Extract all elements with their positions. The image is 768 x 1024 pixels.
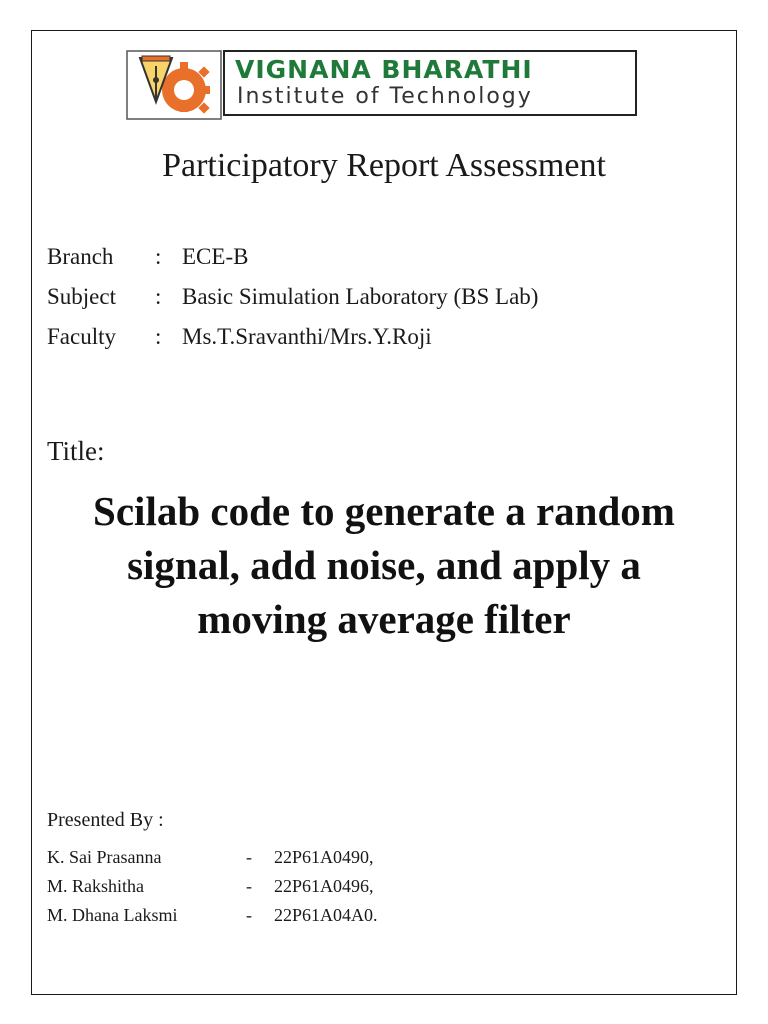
project-title-line: Scilab code to generate a random	[93, 488, 675, 534]
project-title-line: signal, add noise, and apply a	[127, 542, 641, 588]
logo-text-box	[223, 50, 637, 116]
presenter-dash: -	[246, 876, 252, 896]
presenter-name: K. Sai Prasanna	[47, 847, 162, 867]
detail-row-subject	[47, 277, 538, 317]
presenter-name: M. Rakshitha	[47, 876, 144, 896]
detail-label: Branch	[47, 244, 114, 269]
detail-value: Ms.T.Sravanthi/Mrs.Y.Roji	[182, 324, 432, 349]
presenter-dash: -	[246, 905, 252, 925]
detail-label: Faculty	[47, 324, 116, 349]
detail-separator: :	[155, 284, 162, 309]
institute-name: VIGNANA BHARATHI	[235, 55, 533, 84]
presenter-name: M. Dhana Laksmi	[47, 905, 178, 925]
presenter-roll-number: 22P61A0490,	[274, 847, 374, 867]
presenter-roll-number: 22P61A04A0.	[274, 905, 378, 925]
project-title-line: moving average filter	[197, 596, 571, 642]
presented-by-label: Presented By :	[47, 809, 164, 831]
presenter-row	[47, 872, 378, 901]
detail-row-faculty	[47, 317, 538, 357]
detail-label: Subject	[47, 284, 116, 309]
course-details	[47, 237, 538, 357]
report-heading: Participatory Report Assessment	[162, 147, 606, 184]
presenter-row	[47, 843, 378, 872]
institute-tagline: Institute of Technology	[237, 84, 533, 109]
detail-separator: :	[155, 324, 162, 349]
presenter-list	[47, 843, 378, 930]
presenter-roll-number: 22P61A0496,	[274, 876, 374, 896]
project-title	[40, 484, 728, 646]
detail-value: Basic Simulation Laboratory (BS Lab)	[182, 284, 539, 309]
detail-row-branch	[47, 237, 538, 277]
title-label: Title:	[47, 436, 105, 466]
presenter-row	[47, 901, 378, 930]
detail-separator: :	[155, 244, 162, 269]
institute-logo	[126, 50, 638, 120]
detail-value: ECE-B	[182, 244, 249, 269]
pen-nib-gear-emblem-icon	[126, 50, 222, 120]
presenter-dash: -	[246, 847, 252, 867]
